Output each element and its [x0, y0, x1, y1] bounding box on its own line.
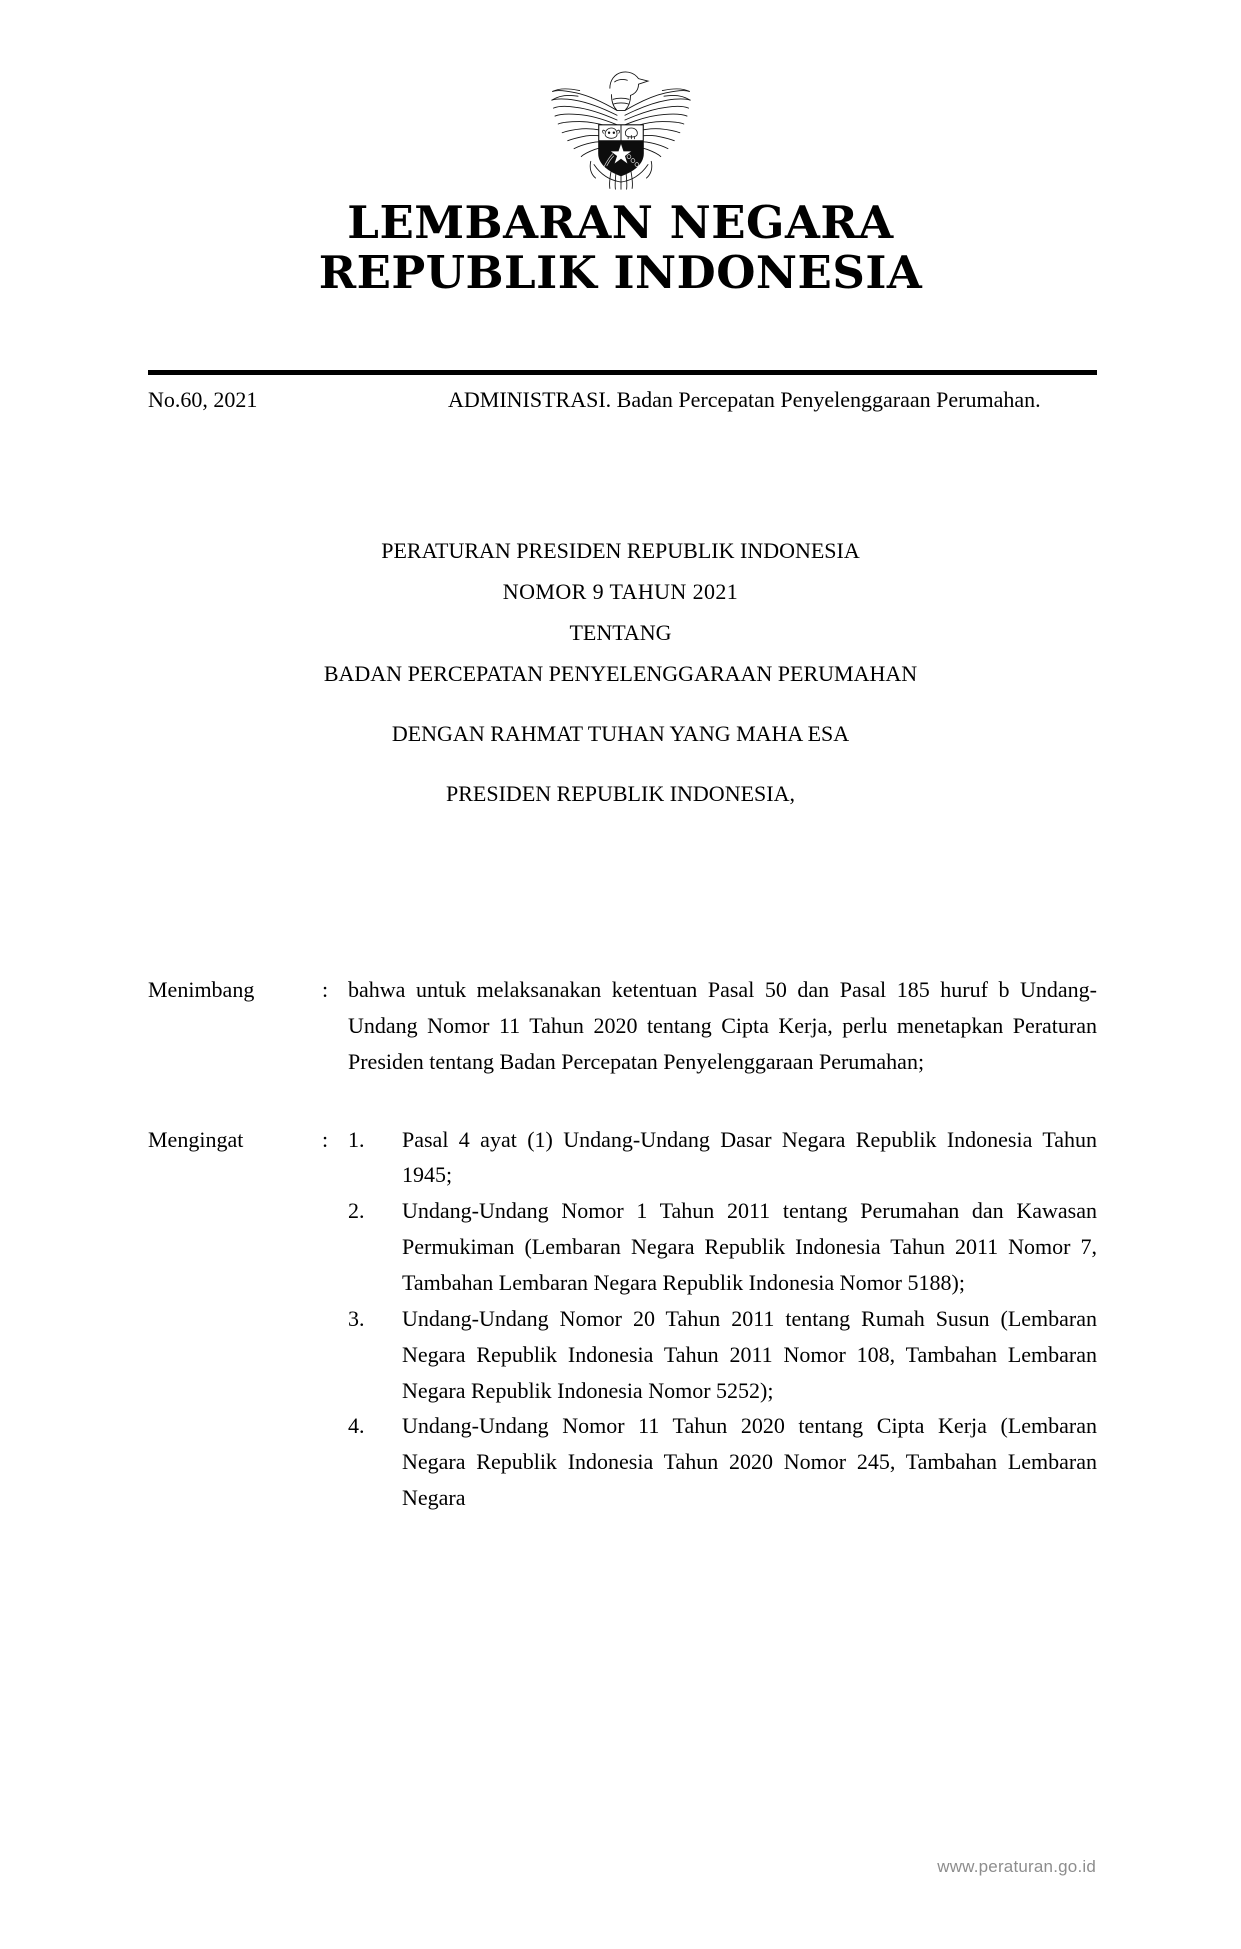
gazette-number: No.60, 2021 [148, 387, 258, 412]
mengingat-list [348, 1122, 1097, 1516]
clause-colon-mengingat: : [322, 1126, 329, 1152]
gazette-header [148, 384, 1097, 415]
gazette-subject: ADMINISTRASI. Badan Percepatan Penyelenggaraan Perumahan. [448, 387, 1041, 412]
clause-spacer [148, 1080, 1097, 1122]
list-item-text: Undang-Undang Nomor 20 Tahun 2011 tentang Rumah Susun (Lembaran Negara Republik Indonesia Tahun 2011 Nomor 108, Tambahan Lembaran Negara Republik Indonesia Nomor 5252); [402, 1305, 1097, 1403]
emblem-container [0, 58, 1241, 190]
clause-mengingat [148, 1122, 1097, 1516]
masthead [0, 198, 1241, 299]
title-line-president: PRESIDEN REPUBLIK INDONESIA, [446, 781, 795, 806]
garuda-pancasila-emblem [541, 58, 701, 190]
clause-text-menimbang: bahwa untuk melaksanakan ketentuan Pasal 50 dan Pasal 185 huruf b Undang-Undang Nomor 11 Tahun 2020 tentang Cipta Kerja, perlu menetapkan Peraturan Presiden tentang Badan Percepatan Penyelenggaraan Perumahan; [348, 977, 1097, 1074]
title-line-number: NOMOR 9 TAHUN 2021 [502, 579, 739, 604]
masthead-divider [148, 370, 1097, 375]
title-line-regulation: PERATURAN PRESIDEN REPUBLIK INDONESIA [381, 538, 860, 563]
clause-text-mengingat [348, 1122, 1097, 1516]
clause-colon-menimbang: : [322, 977, 329, 1002]
list-item-text: Undang-Undang Nomor 1 Tahun 2011 tentang Perumahan dan Kawasan Permukiman (Lembaran Negara Republik Indonesia Tahun 2011 Nomor 7, Tambahan Lembaran Negara Republik Indonesia Nomor 5188); [402, 1198, 1097, 1296]
title-spacer-2 [0, 745, 1241, 783]
title-line-blessing: DENGAN RAHMAT TUHAN YANG MAHA ESA [391, 721, 850, 746]
regulation-title-block [0, 540, 1241, 805]
title-line-subject: BADAN PERCEPATAN PENYELENGGARAAN PERUMAHAN [323, 661, 918, 686]
clause-label-menimbang: Menimbang [148, 977, 255, 1002]
list-item [348, 1193, 1097, 1301]
footer-watermark: www.peraturan.go.id [937, 1857, 1096, 1876]
clauses-section [148, 972, 1097, 1516]
list-item-marker: 1. [348, 1126, 365, 1152]
list-item-text: Undang-Undang Nomor 11 Tahun 2020 tentang Cipta Kerja (Lembaran Negara Republik Indonesia Tahun 2020 Nomor 245, Tambahan Lembaran Negara [402, 1413, 1097, 1511]
list-item [348, 1301, 1097, 1409]
title-spacer-1 [0, 685, 1241, 723]
title-line-tentang: TENTANG [569, 620, 672, 645]
list-item [348, 1122, 1097, 1194]
clause-label-mengingat: Mengingat [148, 1126, 244, 1152]
clause-menimbang [148, 972, 1097, 1080]
list-item-marker: 3. [348, 1305, 365, 1331]
list-item [348, 1408, 1097, 1516]
list-item-text: Pasal 4 ayat (1) Undang-Undang Dasar Negara Republik Indonesia Tahun 1945; [402, 1126, 1097, 1188]
masthead-line-2: REPUBLIK INDONESIA [318, 246, 923, 300]
masthead-line-1: LEMBARAN NEGARA [347, 196, 894, 249]
list-item-marker: 2. [348, 1198, 365, 1224]
list-item-marker: 4. [348, 1413, 365, 1439]
